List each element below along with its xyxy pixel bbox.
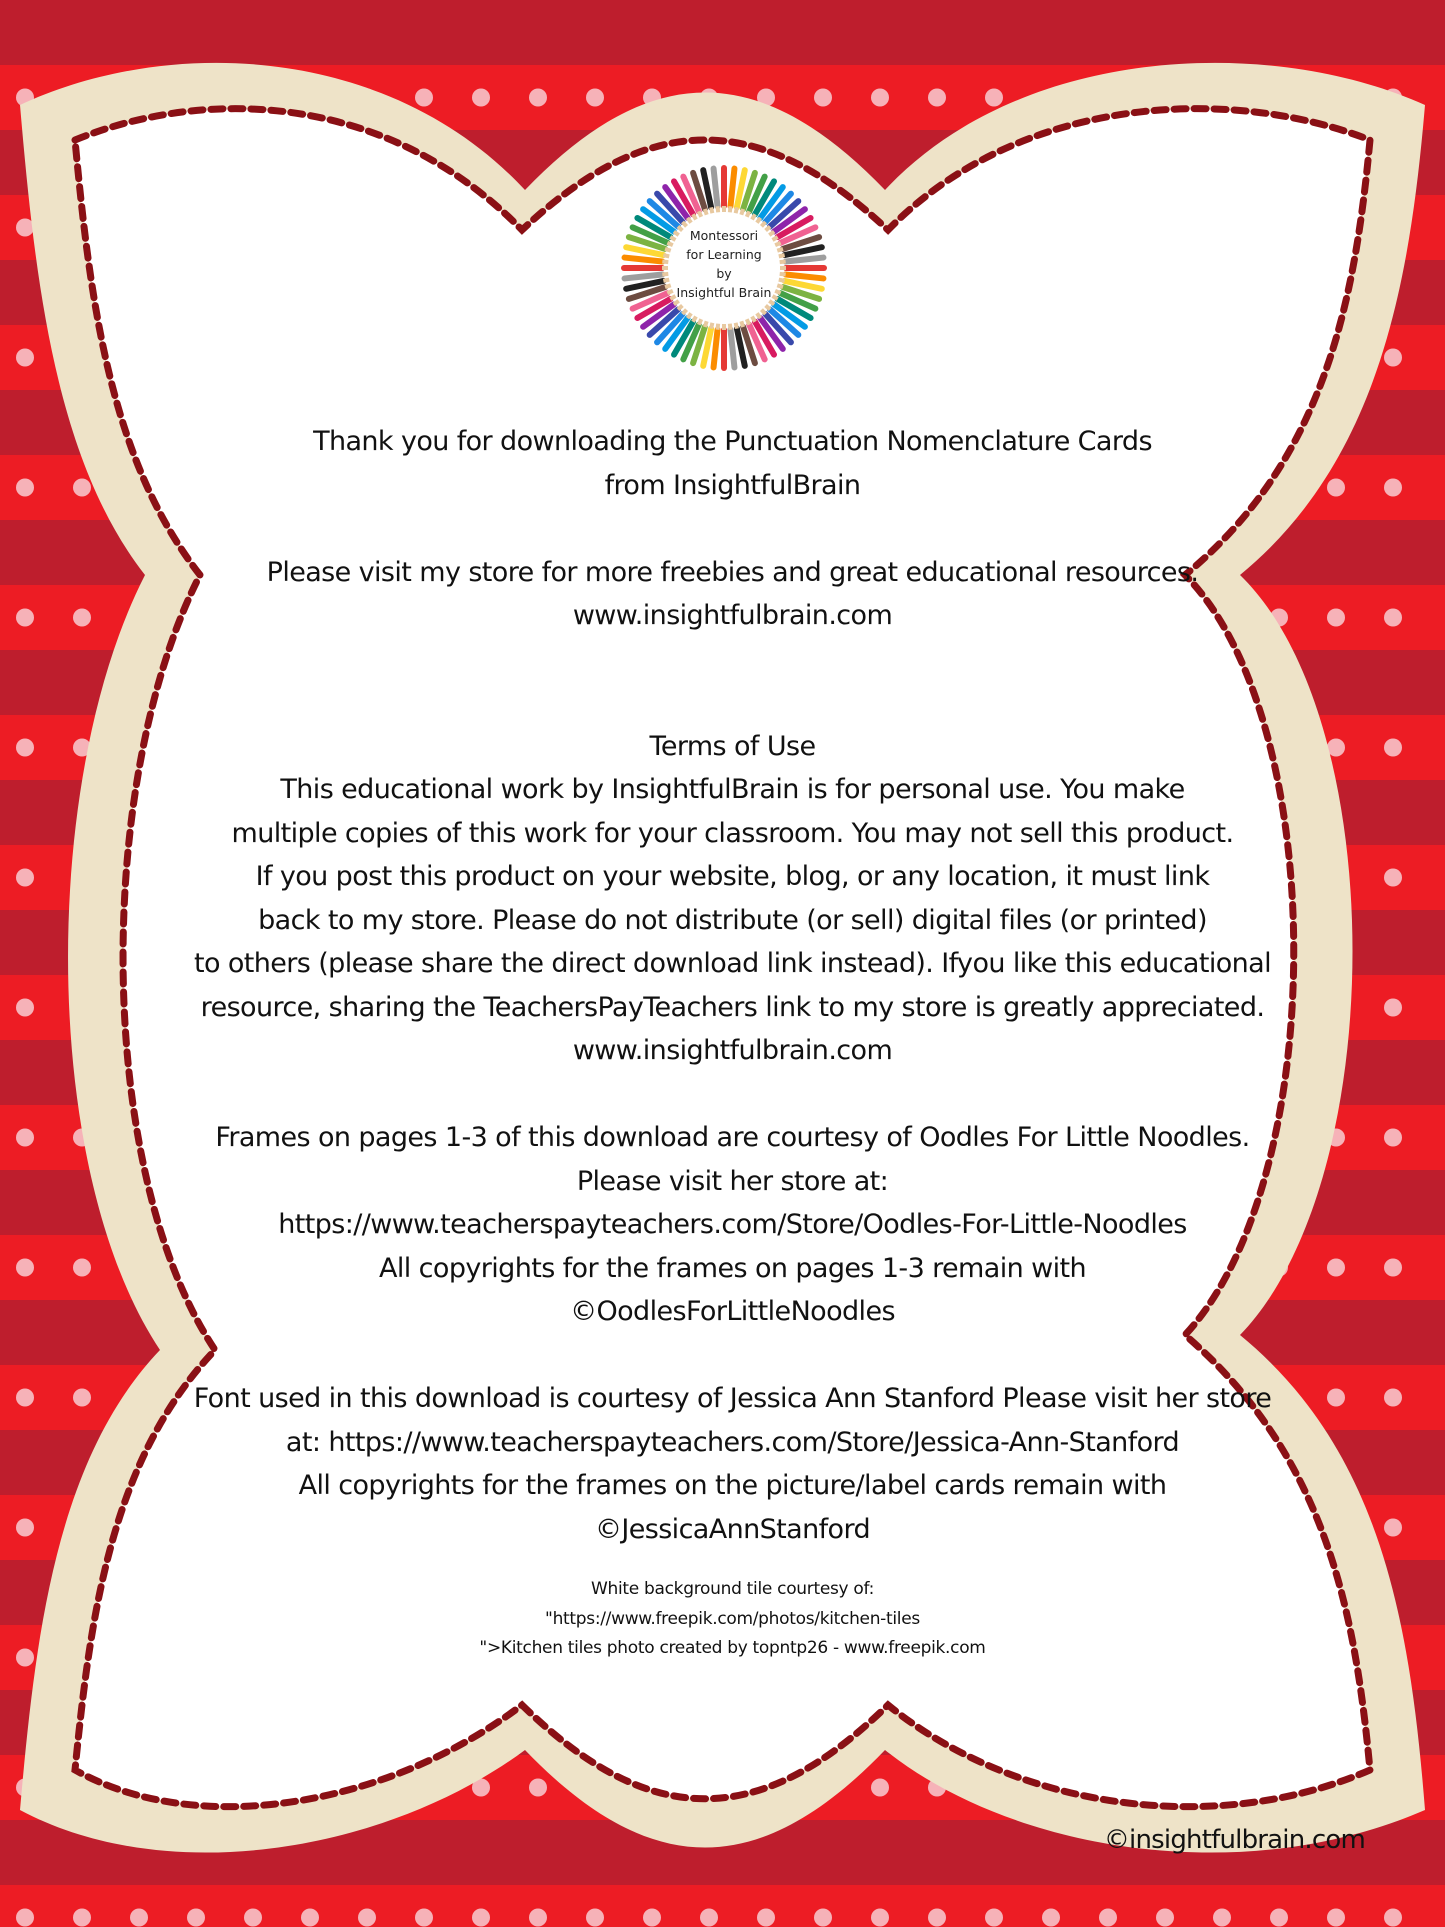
terms-line: back to my store. Please do not distribute (or sell) digital files (or printed) bbox=[258, 904, 1207, 936]
pencil-tip bbox=[766, 305, 770, 309]
store-link[interactable]: www.insightfulbrain.com bbox=[572, 600, 893, 631]
logo-line: for Learning bbox=[686, 247, 762, 262]
pencil-tip bbox=[662, 262, 668, 263]
pencil-tip bbox=[779, 255, 785, 256]
pencil bbox=[714, 169, 718, 207]
pencil-tip bbox=[736, 207, 737, 213]
pencil-tip bbox=[693, 316, 696, 321]
frames-credit-line: ©OodlesForLittleNoodles bbox=[570, 1296, 895, 1327]
pencil-tip bbox=[662, 274, 668, 275]
pencil-tip bbox=[752, 316, 755, 321]
pencil-tip bbox=[699, 211, 701, 216]
logo-text bbox=[669, 226, 779, 302]
pencil-tip bbox=[730, 324, 731, 330]
pencil-tip bbox=[711, 207, 712, 213]
bg-credit-link[interactable]: "https://www.freepik.com/photos/kitchen-tiles bbox=[545, 1608, 920, 1629]
pencil-tip bbox=[757, 313, 761, 318]
pencil-tip bbox=[741, 321, 743, 327]
frames-credit-line: Please visit her store at: bbox=[576, 1165, 889, 1197]
logo-line: Insightful Brain bbox=[676, 285, 772, 300]
pencil bbox=[625, 258, 663, 262]
pencil-tip bbox=[736, 323, 737, 329]
logo-line: by bbox=[716, 266, 732, 281]
pencil-tip bbox=[693, 214, 696, 219]
font-credit-line: ©JessicaAnnStanford bbox=[594, 1513, 871, 1545]
terms-title: Terms of Use bbox=[649, 730, 816, 762]
intro-line: Thank you for downloading the Punctuation Nomenclature Cards bbox=[313, 426, 1152, 457]
bg-credit-line: ">Kitchen tiles photo created by topntp26 - www.freepik.com bbox=[479, 1638, 986, 1658]
pencil bbox=[786, 258, 824, 262]
frames-credit-line: Frames on pages 1-3 of this download are courtesy of Oodles For Little Noodles. bbox=[215, 1122, 1250, 1153]
frames-credit-link[interactable]: https://www.teacherspayteachers.com/Store/Oodles-For-Little-Noodles bbox=[278, 1209, 1187, 1240]
logo bbox=[619, 163, 829, 373]
footer-copyright: ©insightfulbrain.com bbox=[1103, 1825, 1365, 1855]
font-credit-link[interactable]: at: https://www.teacherspayteachers.com/Store/Jessica-Ann-Stanford bbox=[285, 1426, 1180, 1458]
font-credit-line: Font used in this download is courtesy of Jessica Ann Stanford Please visit her store bbox=[193, 1383, 1272, 1414]
pencil bbox=[714, 330, 718, 368]
pencil-tip bbox=[711, 323, 712, 329]
pencil-tip bbox=[747, 211, 749, 216]
pencil-tip bbox=[688, 218, 692, 223]
terms-line: to others (please share the direct download link instead). Ifyou like this educational bbox=[193, 948, 1271, 979]
pencil bbox=[625, 274, 663, 278]
pencil-tip bbox=[741, 209, 743, 215]
pencil bbox=[730, 330, 734, 368]
frames-credit-line: All copyrights for the frames on pages 1-3 remain with bbox=[379, 1252, 1086, 1284]
pencil-tip bbox=[780, 274, 786, 275]
terms-line: If you post this product on your website, blog, or any location, it must link bbox=[255, 861, 1210, 892]
intro-line: from InsightfulBrain bbox=[604, 469, 861, 501]
background-credit bbox=[190, 1575, 1275, 1664]
terms-line: This educational work by InsightfulBrain is for personal use. You make bbox=[280, 774, 1185, 805]
pencil-tip bbox=[761, 310, 765, 314]
pencil bbox=[730, 169, 734, 207]
bg-credit-line: White background tile courtesy of: bbox=[590, 1579, 875, 1599]
pencil-tip bbox=[678, 305, 682, 309]
terms-line: resource, sharing the TeachersPayTeachers link to my store is greatly appreciated. bbox=[200, 991, 1265, 1023]
logo-line: Montessori bbox=[689, 228, 759, 243]
terms-store-link[interactable]: www.insightfulbrain.com bbox=[572, 1035, 893, 1066]
pencil-tip bbox=[683, 310, 687, 314]
pencil-tip bbox=[718, 324, 719, 330]
intro-line: Please visit my store for more freebies and great educational resources. bbox=[266, 556, 1199, 588]
font-credit-line: All copyrights for the frames on the picture/label cards remain with bbox=[298, 1470, 1167, 1501]
pencil-tip bbox=[718, 206, 719, 212]
pencil bbox=[786, 274, 824, 278]
content bbox=[190, 420, 1275, 1664]
pencil-tip bbox=[752, 214, 755, 219]
pencil-tip bbox=[779, 280, 785, 281]
pencil-tip bbox=[705, 321, 707, 327]
terms-line: multiple copies of this work for your classroom. You may not sell this product. bbox=[231, 817, 1234, 849]
pencil-tip bbox=[688, 313, 692, 318]
pencil-tip bbox=[705, 209, 707, 215]
pencil-tip bbox=[730, 206, 731, 212]
pencil-tip bbox=[780, 262, 786, 263]
pencil-tip bbox=[699, 319, 701, 324]
pencil-tip bbox=[757, 218, 761, 223]
pencil-tip bbox=[747, 319, 749, 324]
